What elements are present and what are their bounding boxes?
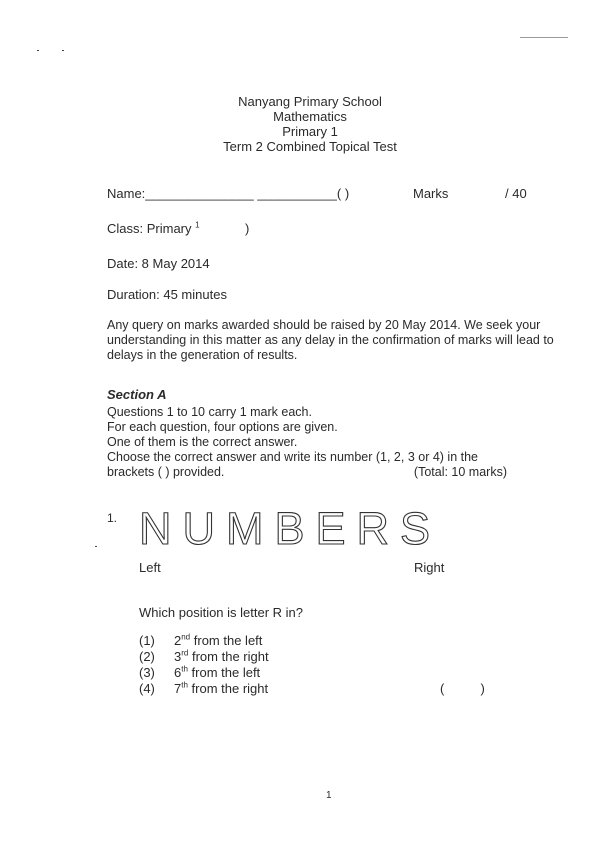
instruction-line: One of them is the correct answer.: [107, 435, 298, 449]
option-number: (3): [139, 665, 155, 680]
answer-bracket: ( ): [440, 681, 485, 696]
option-suffix: rd: [181, 648, 189, 658]
school-name: Nanyang Primary School: [238, 94, 382, 109]
option-2: [139, 649, 269, 664]
section-instructions: [107, 405, 507, 480]
class-field: [107, 221, 200, 236]
option-position: 7: [174, 681, 182, 696]
notice-paragraph: Any query on marks awarded should be raised by 20 May 2014. We seek your understanding in this matter as any delay in the confirmation of marks will lead to delays in the generation of results.: [107, 318, 554, 362]
instruction-line: For each question, four options are given.: [107, 420, 338, 434]
class-label: Class: Primary: [107, 221, 192, 236]
instruction-line: brackets ( ) provided.: [107, 465, 225, 479]
right-label: Right: [414, 560, 445, 575]
marks-total: / 40: [505, 186, 527, 201]
subject: Mathematics: [273, 109, 347, 124]
option-position: 3: [174, 649, 182, 664]
left-label: Left: [139, 560, 161, 575]
option-text: from the right: [191, 649, 269, 664]
class-close: ): [245, 221, 250, 236]
option-1: [139, 633, 262, 648]
instruction-line: Questions 1 to 10 carry 1 mark each.: [107, 405, 312, 419]
duration-line: Duration: 45 minutes: [107, 287, 227, 302]
section-title: Section A: [107, 387, 167, 402]
marks-label: Marks: [413, 186, 449, 201]
option-position: 6: [174, 665, 182, 680]
instruction-last-line: [107, 465, 507, 480]
instruction-line: Choose the correct answer and write its number (1, 2, 3 or 4) in the: [107, 450, 479, 464]
option-number: (1): [139, 633, 155, 648]
option-4: [139, 681, 268, 696]
date-line: Date: 8 May 2014: [107, 256, 210, 271]
option-number: (2): [139, 649, 155, 664]
document-header: [0, 94, 600, 154]
option-suffix: th: [181, 664, 188, 674]
option-suffix: nd: [181, 632, 191, 642]
section-total: (Total: 10 marks): [413, 465, 507, 479]
question-prompt: Which position is letter R in?: [139, 605, 304, 620]
scan-speck: [520, 37, 568, 38]
question-number: 1.: [107, 511, 118, 525]
level: Primary 1: [282, 124, 338, 139]
option-3: [139, 665, 260, 680]
option-suffix: th: [181, 680, 188, 690]
class-superscript: 1: [195, 220, 200, 230]
test-title: Term 2 Combined Topical Test: [223, 139, 397, 154]
option-text: from the right: [191, 681, 269, 696]
name-label: Name:: [107, 186, 146, 201]
name-blank: _______________ ___________( ): [145, 186, 350, 201]
option-text: from the left: [191, 665, 261, 680]
option-position: 2: [174, 633, 182, 648]
scan-speck: [62, 50, 64, 51]
scan-speck: [95, 546, 97, 547]
page-number: 1: [326, 790, 332, 801]
option-text: from the left: [193, 633, 263, 648]
scan-speck: [37, 50, 39, 51]
question-word-letters: NUMBERS: [139, 503, 442, 554]
name-field: [107, 186, 349, 201]
option-number: (4): [139, 681, 155, 696]
